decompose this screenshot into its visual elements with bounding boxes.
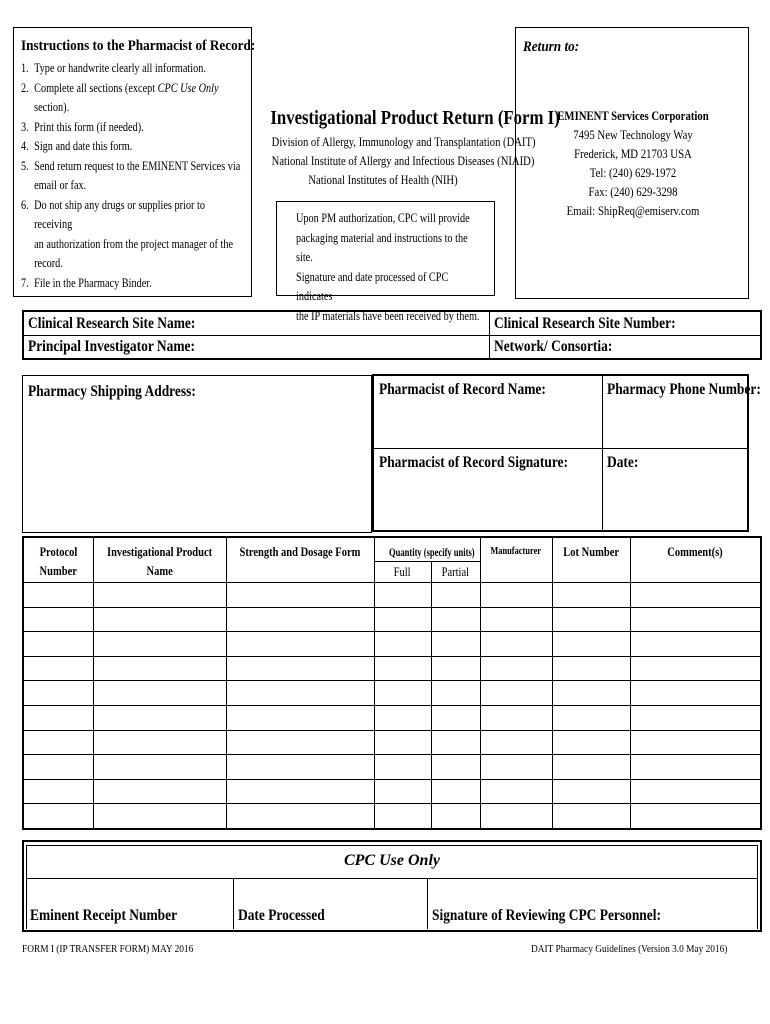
pharmacist-section: [372, 374, 761, 532]
col-quantity-label: Quantity (specify units): [389, 547, 475, 559]
instruction-number: 7.: [21, 275, 29, 290]
table-row[interactable]: [24, 780, 760, 804]
col-protocol-line: Protocol: [39, 545, 78, 559]
date-field[interactable]: Date:: [607, 454, 639, 471]
eminent-receipt-field[interactable]: Eminent Receipt Number: [30, 907, 178, 924]
instruction-text: Print this form (if needed).: [34, 119, 144, 134]
instruction-number: 2.: [21, 80, 29, 95]
table-row[interactable]: [24, 804, 760, 828]
cpc-use-only-title: CPC Use Only: [344, 852, 440, 869]
table-row[interactable]: [24, 755, 760, 779]
instruction-text: record.: [34, 256, 63, 270]
col-quantity-partial: [431, 563, 480, 582]
pm-note-line: Signature and date processed of CPC indicates: [296, 269, 449, 303]
instruction-text: section).: [34, 100, 70, 114]
instruction-item: [21, 254, 242, 274]
instruction-text: Send return request to the EMINENT Services via: [34, 158, 241, 173]
table-row[interactable]: [24, 706, 760, 730]
nih-name: National Institutes of Health (NIH): [308, 173, 458, 187]
cpc-signature-field[interactable]: Signature of Reviewing CPC Personnel:: [432, 907, 661, 924]
site-info-section: [22, 310, 762, 360]
instruction-text: Complete all sections (except CPC Use Only: [34, 80, 219, 95]
pharmacy-phone-field[interactable]: Pharmacy Phone Number:: [607, 381, 761, 398]
return-to-label: Return to:: [523, 39, 580, 55]
instruction-item: [21, 176, 242, 196]
instruction-text: Do not ship any drugs or supplies prior to receiving: [34, 197, 205, 231]
site-name-field[interactable]: Clinical Research Site Name:: [28, 315, 196, 332]
division-name: Division of Allergy, Immunology and Transplantation (DAIT): [271, 135, 536, 149]
phone-number: Tel: (240) 629-1972: [589, 166, 677, 180]
instruction-number: 5.: [21, 158, 29, 173]
institute-name: National Institute of Allergy and Infectious Diseases (NIAID): [271, 154, 535, 168]
col-manufacturer: [480, 541, 552, 561]
instruction-text: Type or handwrite clearly all information.: [34, 61, 206, 75]
return-to-box: [515, 27, 749, 299]
col-protocol-number: [24, 543, 93, 581]
table-row[interactable]: [24, 632, 760, 656]
col-product-name: [93, 543, 226, 581]
street-address: 7495 New Technology Way: [573, 128, 693, 142]
col-comments-label: Comment(s): [667, 545, 723, 559]
instruction-item: [21, 196, 242, 235]
pi-name-field[interactable]: Principal Investigator Name:: [28, 338, 195, 355]
instructions-title: Instructions to the Pharmacist of Record:: [21, 38, 256, 54]
table-row[interactable]: [24, 608, 760, 632]
table-row[interactable]: [24, 681, 760, 705]
col-lot-number: [552, 543, 630, 562]
col-quantity: [374, 543, 480, 563]
instruction-number: 1.: [21, 61, 29, 75]
shipping-address-field[interactable]: [22, 375, 372, 533]
pm-note-line: packaging material and instructions to the site.: [296, 230, 468, 264]
instruction-text: email or fax.: [34, 178, 87, 192]
pharmacist-signature-field[interactable]: Pharmacist of Record Signature:: [379, 454, 568, 471]
instruction-number: 3.: [21, 119, 29, 134]
col-strength-dosage: [226, 543, 374, 562]
email-address: Email: ShipReq@emiserv.com: [566, 204, 700, 218]
instruction-item: [21, 274, 242, 294]
table-row[interactable]: [24, 583, 760, 607]
col-product-line: Name: [146, 564, 173, 578]
instruction-text: File in the Pharmacy Binder.: [34, 275, 152, 290]
instruction-item: [21, 157, 242, 177]
shipping-address-label: Pharmacy Shipping Address:: [28, 383, 196, 400]
pm-authorization-note: [276, 201, 495, 323]
instruction-item: [21, 79, 242, 99]
instruction-item: [21, 137, 242, 157]
cpc-use-only-section: [22, 840, 762, 932]
city-address: Frederick, MD 21703 USA: [574, 147, 692, 161]
date-processed-field[interactable]: Date Processed: [238, 907, 325, 924]
pharmacist-name-field[interactable]: Pharmacist of Record Name:: [379, 381, 546, 398]
col-comments: [630, 543, 760, 562]
pm-note-line: the IP materials have been received by them.: [296, 308, 480, 323]
footer-form-id: FORM I (IP TRANSFER FORM) MAY 2016: [22, 943, 194, 955]
network-field[interactable]: Network/ Consortia:: [494, 338, 613, 355]
return-address: [516, 107, 750, 221]
instructions-list: [21, 59, 242, 293]
instruction-item: [21, 118, 242, 138]
instruction-item: [21, 98, 242, 118]
table-row[interactable]: [24, 657, 760, 681]
instructions-box: [13, 27, 256, 297]
company-name: EMINENT Services Corporation: [557, 109, 709, 123]
footer-guidelines: DAIT Pharmacy Guidelines (Version 3.0 May 2016): [531, 943, 728, 955]
col-manufacturer-label: Manufacturer: [490, 546, 542, 557]
instruction-item: [21, 59, 242, 79]
col-protocol-line: Number: [39, 564, 78, 578]
col-quantity-full: [374, 563, 431, 582]
pm-note-line: Upon PM authorization, CPC will provide: [296, 211, 470, 225]
col-product-line: Investigational Product: [106, 545, 213, 559]
instruction-text: Sign and date this form.: [34, 139, 133, 153]
form-header: [252, 108, 560, 190]
instruction-item: [21, 235, 242, 255]
col-lot-label: Lot Number: [563, 545, 619, 559]
instruction-number: 4.: [21, 139, 29, 153]
site-number-field[interactable]: Clinical Research Site Number:: [494, 315, 676, 332]
fax-number: Fax: (240) 629-3298: [588, 185, 678, 199]
form-title: Investigational Product Return (Form I): [270, 108, 560, 129]
table-row[interactable]: [24, 731, 760, 755]
instruction-text: an authorization from the project manager of the: [34, 236, 234, 251]
product-return-table: [22, 536, 762, 830]
instruction-number: 6.: [21, 197, 29, 212]
col-full-label: Full: [394, 565, 411, 579]
col-strength-label: Strength and Dosage Form: [239, 545, 361, 559]
col-partial-label: Partial: [441, 565, 470, 579]
